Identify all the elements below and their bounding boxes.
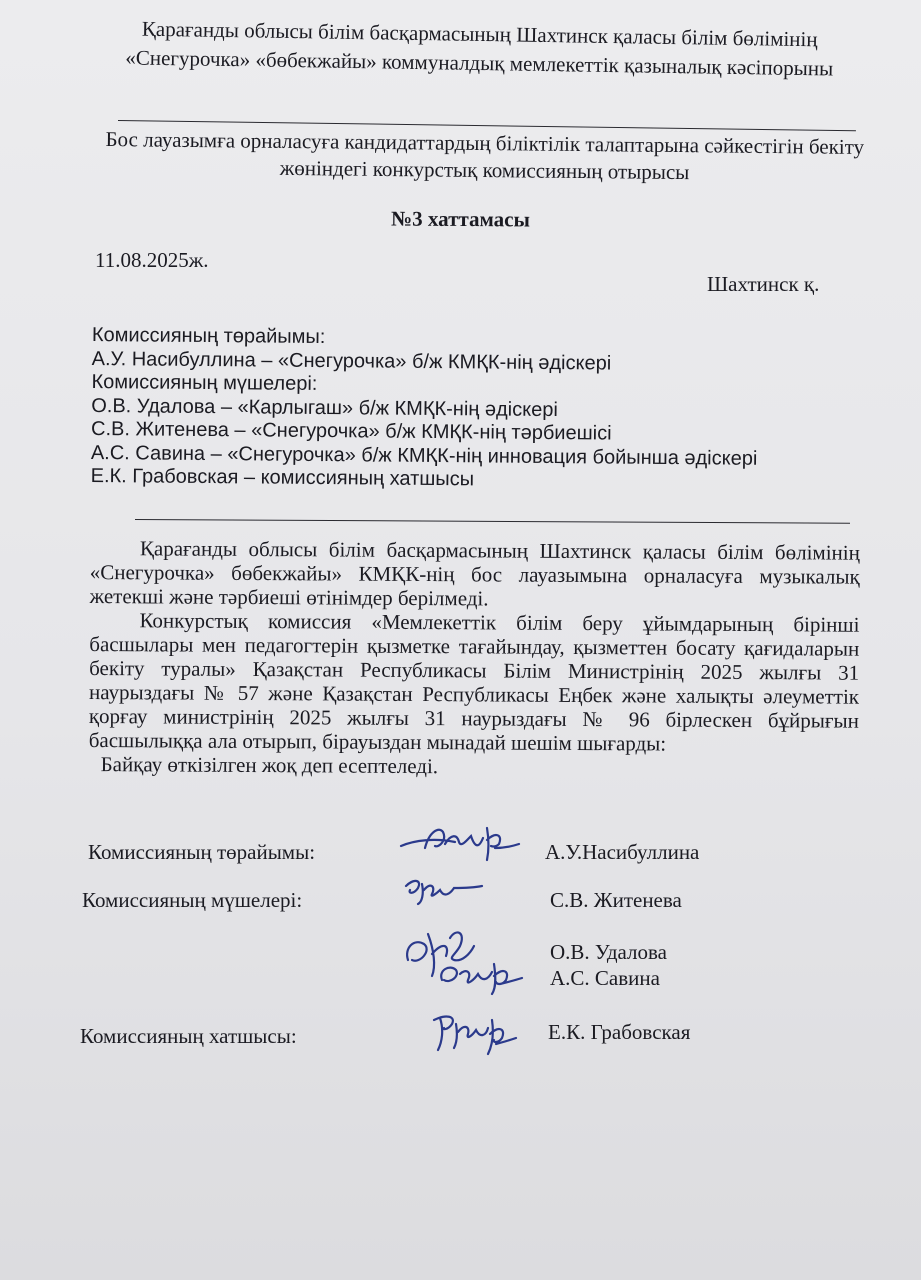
commission-divider <box>135 519 850 524</box>
chair-name: А.У.Насибуллина <box>545 840 700 864</box>
commission-list <box>91 324 872 495</box>
chair-heading: Комиссияның төрайымы: <box>91 324 326 349</box>
chair-entry: А.У. Насибуллина – «Снегурочка» б/ж КМҚК-нің әдіскері <box>91 347 612 375</box>
member-name-savina: А.С. Савина <box>550 966 660 990</box>
member-entry: С.В. Житенева – «Снегурочка» б/ж КМҚК-нің тәрбиешісі <box>90 417 612 445</box>
member-entry: А.С. Савина – «Снегурочка» б/ж КМҚК-нің инновация бойынша әдіскері <box>90 441 758 470</box>
protocol-city: Шахтинск қ. <box>707 272 820 296</box>
member-entry: Е.К. Грабовская – комиссияның хатшысы <box>90 464 475 491</box>
chair-signature <box>395 818 525 864</box>
member-name-udalova: О.В. Удалова <box>550 940 667 964</box>
meeting-subject: Бос лауазымға орналасуға кандидаттардың біліктілік талаптарына сәйкестігін бекіту жөніндегі конкурстық комиссияның отырысы <box>105 127 865 185</box>
protocol-date: 11.08.2025ж. <box>95 248 209 272</box>
members-signature-label: Комиссияның мүшелері: <box>82 888 303 912</box>
organization-header: Қарағанды облысы білім басқармасының Шахтинск қаласы білім бөлімінің «Снегурочка» «бөбекжайы» коммуналдық мемлекеттік қазыналық кәсіпорыны <box>125 16 834 81</box>
secretary-signature-label: Комиссияның хатшысы: <box>80 1024 297 1048</box>
secretary-name: Е.К. Грабовская <box>548 1020 691 1044</box>
udalova-savina-signature <box>398 924 528 996</box>
chair-signature-label: Комиссияның төрайымы: <box>88 840 316 864</box>
member-entry: О.В. Удалова – «Карлыгаш» б/ж КМҚК-нің әдіскері <box>91 394 558 421</box>
decision-text: Байқау өткізілген жоқ деп есептеледі. <box>100 752 439 779</box>
protocol-title: №3 хаттамасы <box>391 206 530 232</box>
secretary-signature <box>430 1010 520 1056</box>
zhiteneva-signature <box>400 872 490 908</box>
paragraph-applications: Қарағанды облысы білім басқармасының Шахтинск қаласы білім бөлімінің «Снегурочка» бөбекжайы» КМҚК-нің бос лауазымына орналасуға музыкалық жетекші және тәрбиеші өтінімдер берілмеді. <box>89 536 860 611</box>
paragraph-decision-basis: Конкурстық комиссия «Мемлекеттік білім беру ұйымдарының бірінші басшылары мен педагогтерін қызметке тағайындау, қызметтен босату қағидаларын бекіту туралы» Қазақстан Республикасы Білім Министрінің 2025 жылғы 31 наурыздағы № 57 және Қазақстан Республикасы Еңбек және халықты әлеуметтік қорғау министрінің 2025 жылғы 31 наурыздағы № 96 бірлескен бұйрығын басшылыққа ала отырып, бірауыздан мынадай шешім шығарды: <box>88 608 860 756</box>
member-name-zhiteneva: С.В. Житенева <box>550 888 682 912</box>
members-heading: Комиссияның мүшелері: <box>91 370 318 395</box>
protocol-body <box>89 536 860 781</box>
